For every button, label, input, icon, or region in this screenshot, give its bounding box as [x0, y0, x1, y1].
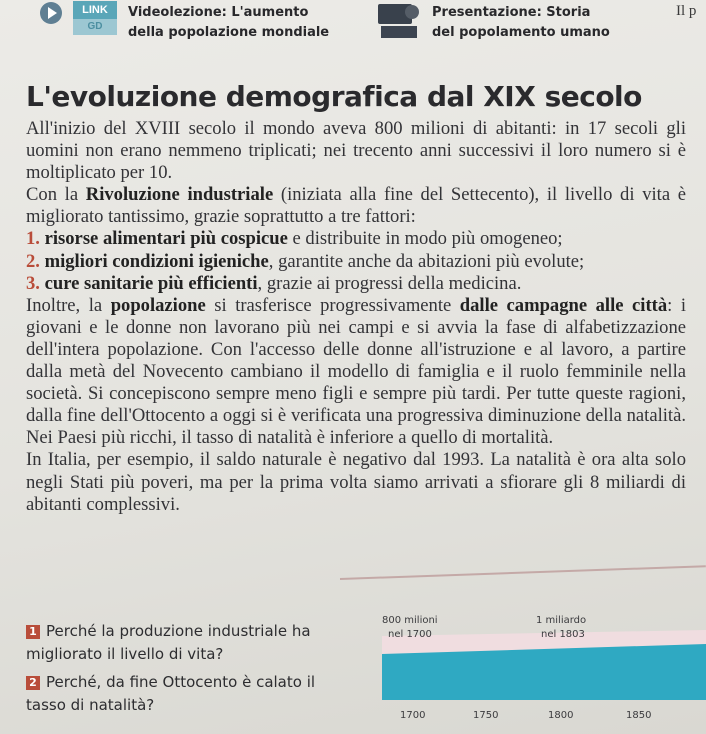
factor-item: 2. migliori condizioni igieniche, garantite anche da abitazioni più evolute; [26, 250, 585, 272]
play-icon[interactable] [40, 2, 62, 24]
resource-bar [0, 0, 706, 48]
videolesson-link[interactable] [128, 3, 329, 43]
paragraph-3: Inoltre, la popolazione si trasferisce progressivamente dalle campagne alle città: i giovani e le donne non lavorano più nei campi e si avvia la fase di alfabetizzazione dell'intera popolazione. Con l'accesso delle donne all'istruzione e al lavoro, a partire dalla metà del Novecento cambiano il modello di famiglia e il ruolo femminile nella società. Si concepiscono sempre meno figli e sempre più tardi. Per tutte queste ragioni, dalla fine dell'Ottocento a oggi si è verificata una progressiva diminuzione della natalità. Nei Paesi più ricchi, il tasso di natalità è inferiore a quello di mortalità. [26, 294, 686, 449]
page-title: L'evoluzione demografica dal XIX secolo [26, 80, 642, 113]
questions-box [26, 620, 326, 722]
tick-label: 1700 [400, 710, 426, 721]
annotation-1803-year: nel 1803 [541, 629, 585, 640]
videolesson-line2: della popolazione mondiale [128, 25, 330, 40]
tick-label: 1850 [626, 710, 652, 721]
factor-item: 1. risorse alimentari più cospicue e distribuite in modo più omogeneo; [26, 228, 563, 250]
divider-line [340, 565, 706, 580]
tick-label: 1800 [548, 710, 574, 721]
presentation-line2: del popolamento umano [432, 25, 610, 40]
paragraph-1: All'inizio del XVIII secolo il mondo aveva 800 milioni di abitanti: in 17 secoli gli uomini non erano nemmeno triplicati; nei trecento anni successivi il loro numero si è moltiplicato per 10. [26, 118, 686, 184]
presentation-line1: Presentazione: Storia [432, 5, 591, 20]
population-chart [360, 610, 706, 734]
question-item: 1 Perché la produzione industriale ha migliorato il livello di vita? [26, 622, 311, 663]
annotation-1700-value: 800 milioni [382, 615, 438, 626]
presentation-link[interactable] [432, 3, 610, 43]
link-badge[interactable] [73, 1, 117, 37]
cut-off-text: Il p [676, 3, 697, 19]
paragraph-2: Con la Rivoluzione industriale (iniziata alla fine del Settecento), il livello di vita è migliorato tantissimo, grazie soprattutto a tre fattori: [26, 184, 686, 228]
main-text [26, 118, 686, 516]
presentation-icon[interactable] [378, 4, 420, 40]
tick-label: 1750 [473, 710, 499, 721]
link-badge-top: LINK [73, 1, 117, 19]
factor-item: 3. cure sanitarie più efficienti, grazie ai progressi della medicina. [26, 272, 522, 294]
link-badge-bottom: GD [73, 19, 117, 35]
paragraph-4: In Italia, per esempio, il saldo naturale è negativo dal 1993. La natalità è ora alta solo negli Stati più poveri, ma per la prima volta siamo arrivati a sfiorare gli 8 miliardi di abitanti complessivi. [26, 449, 686, 515]
annotation-1803-value: 1 miliardo [536, 615, 587, 626]
annotation-1700-year: nel 1700 [388, 629, 432, 640]
question-item: 2 Perché, da fine Ottocento è calato il tasso di natalità? [26, 673, 316, 714]
videolesson-line1: Videolezione: L'aumento [128, 5, 309, 20]
